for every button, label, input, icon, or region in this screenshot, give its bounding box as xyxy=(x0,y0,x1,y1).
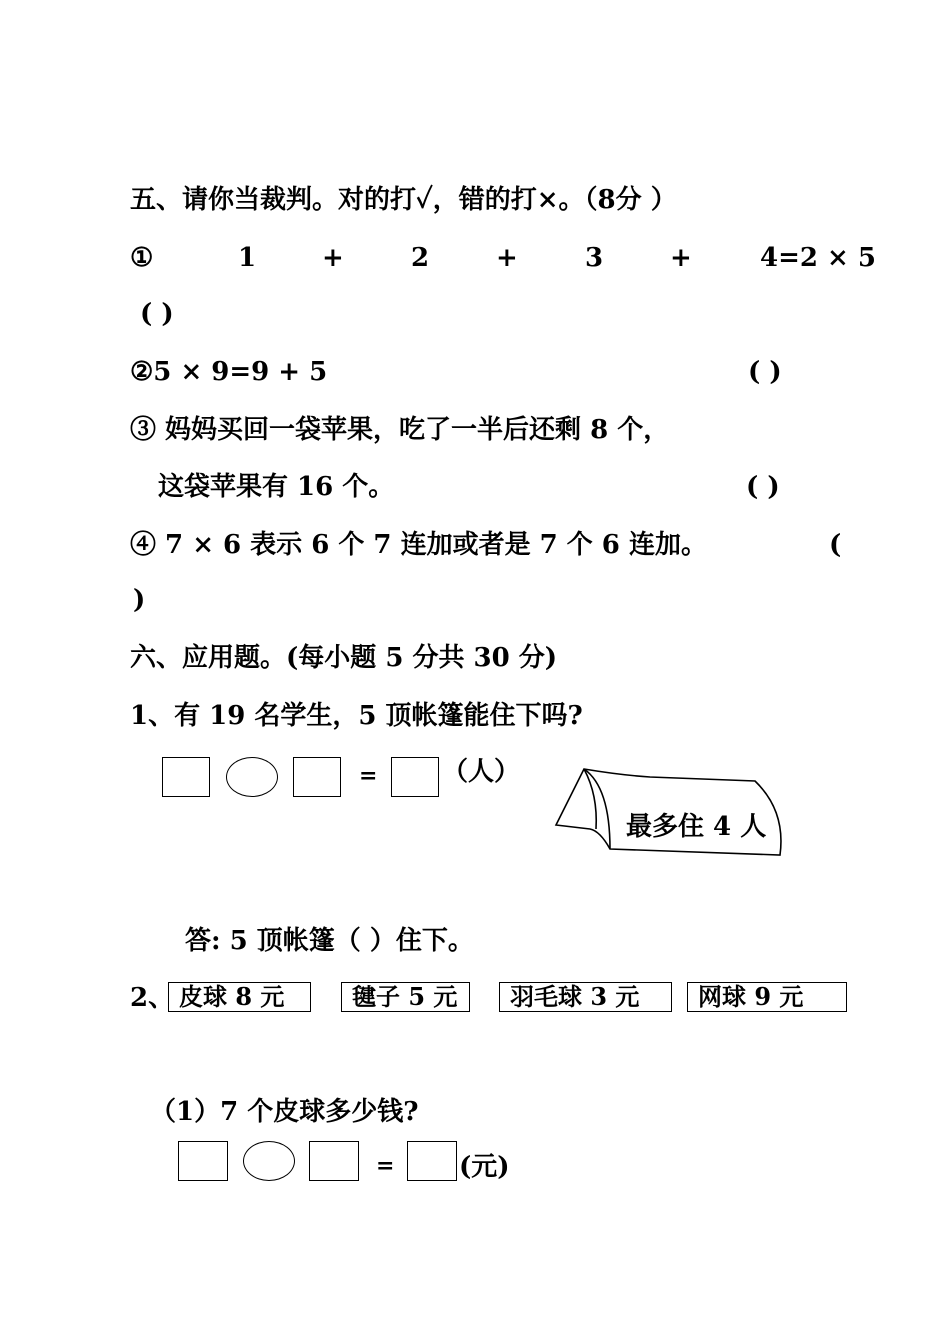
q3-answer-paren[interactable]: ( ) xyxy=(746,472,780,502)
q1-number: ① xyxy=(130,243,154,273)
p2-operand-box-1[interactable] xyxy=(178,1141,228,1181)
tent-fold xyxy=(584,769,610,849)
question-5-3-line-2: 这袋苹果有 16 个。 xyxy=(158,472,395,502)
p1-operator-oval[interactable] xyxy=(226,757,278,797)
problem-2-sub-1-question: （1）7 个皮球多少钱? xyxy=(150,1097,419,1127)
q1-answer-paren[interactable]: ( ) xyxy=(140,299,174,329)
q4-paren-open[interactable]: ( xyxy=(829,530,842,560)
p2-result-box[interactable] xyxy=(407,1141,457,1181)
problem-1-question: 1、有 19 名学生，5 顶帐篷能住下吗? xyxy=(130,701,583,731)
q1-term-2: 2 xyxy=(411,243,430,273)
tent-flap xyxy=(584,769,596,829)
q4-paren-close[interactable]: ) xyxy=(133,585,146,615)
section-6-title: 六、应用题。(每小题 5 分共 30 分) xyxy=(130,643,558,673)
question-5-4: ④ 7 × 6 表示 6 个 7 连加或者是 7 个 6 连加。 xyxy=(130,530,707,560)
p1-equals-sign: = xyxy=(359,763,378,789)
q2-answer-paren[interactable]: ( ) xyxy=(748,357,782,387)
price-label-badminton: 羽毛球 3 元 xyxy=(499,982,672,1012)
question-5-2: ②5 × 9=9 + 5 xyxy=(130,357,328,387)
q1-op-1: + xyxy=(322,243,344,273)
p1-operand-box-1[interactable] xyxy=(162,757,210,797)
problem-2-number: 2、 xyxy=(130,983,175,1013)
q1-term-3: 3 xyxy=(585,243,604,273)
price-label-tennis: 网球 9 元 xyxy=(687,982,847,1012)
price-label-ball: 皮球 8 元 xyxy=(168,982,311,1012)
p2-equals-sign: = xyxy=(376,1153,395,1179)
p2-operand-box-2[interactable] xyxy=(309,1141,359,1181)
q1-term-1: 1 xyxy=(238,243,257,273)
p1-result-box[interactable] xyxy=(391,757,439,797)
q1-term-4: 4=2 × 5 xyxy=(760,243,876,273)
q1-op-2: + xyxy=(496,243,518,273)
p2-operator-oval[interactable] xyxy=(243,1141,295,1181)
problem-1-answer: 答: 5 顶帐篷（ ）住下。 xyxy=(185,926,474,956)
p1-unit: （人） xyxy=(442,757,521,787)
price-label-shuttlecock: 毽子 5 元 xyxy=(341,982,470,1012)
p2-unit: (元) xyxy=(459,1152,510,1182)
section-5-title: 五、请你当裁判。对的打✓，错的打×。（8分 ） xyxy=(130,185,677,215)
tent-sign-text: 最多住 4 人 xyxy=(626,812,767,842)
question-5-1 xyxy=(130,242,876,274)
question-5-3-line-1: ③ 妈妈买回一袋苹果，吃了一半后还剩 8 个， xyxy=(130,415,670,445)
q1-op-3: + xyxy=(670,243,692,273)
p1-operand-box-2[interactable] xyxy=(293,757,341,797)
